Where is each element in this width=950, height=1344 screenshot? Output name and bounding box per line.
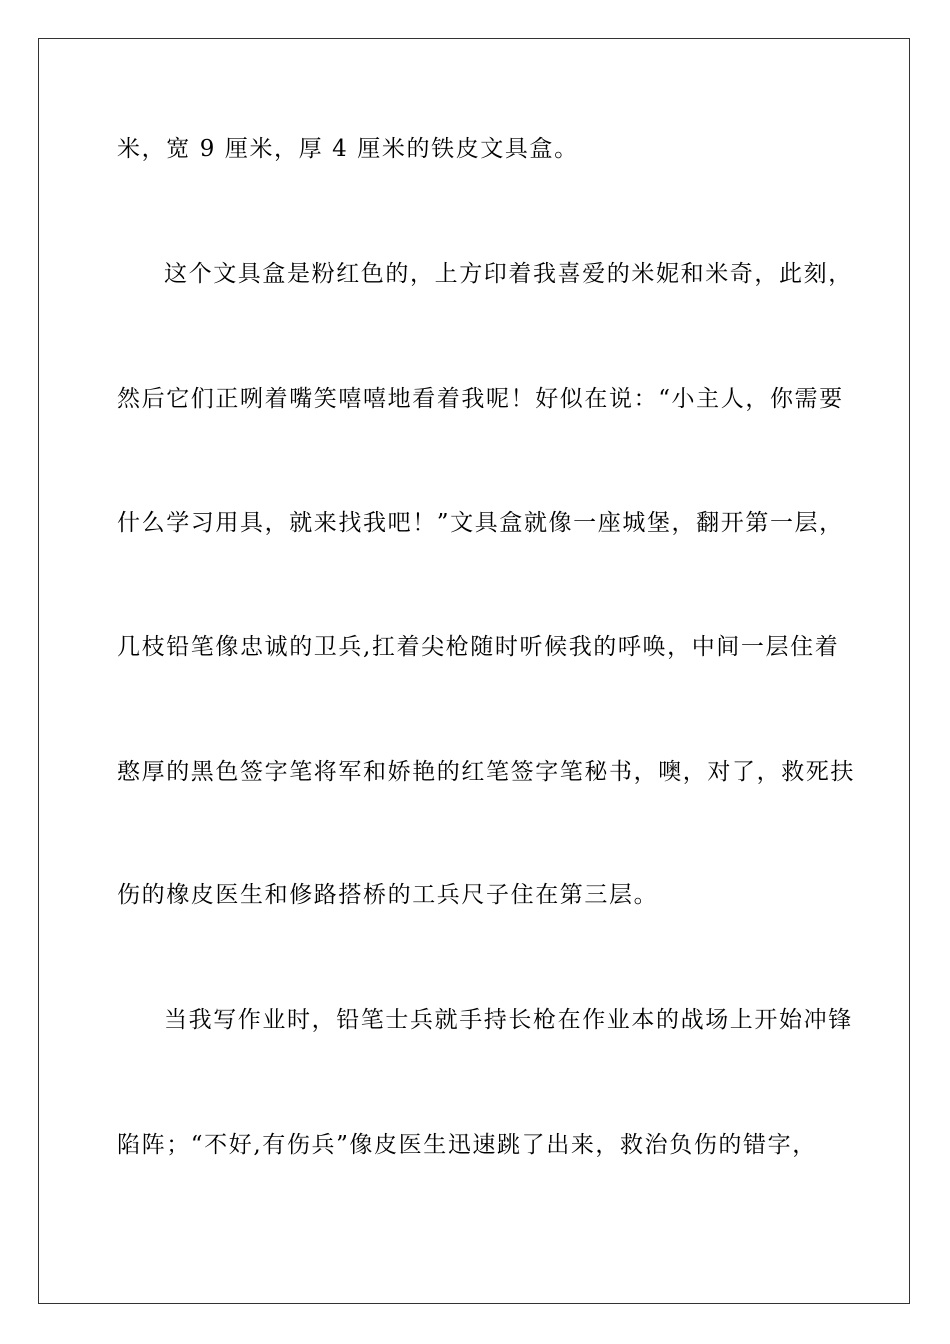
page-border [38,38,910,1304]
paragraph-start-line: 当我写作业时，铅笔士兵就手持长枪在作业本的战场上开始冲锋 [164,1007,853,1033]
text-line: 陷阵；“不好,有伤兵”像皮医生迅速跳了出来，救治负伤的错字， [117,1132,817,1158]
paragraph-start-line: 这个文具盒是粉红色的，上方印着我喜爱的米妮和米奇，此刻， [164,261,853,287]
text-line: 什么学习用具，就来找我吧！”文具盒就像一座城堡，翻开第一层， [117,510,844,536]
text-line: 然后它们正咧着嘴笑嘻嘻地看着我呢！好似在说：“小主人，你需要 [117,386,844,412]
text-line: 憨厚的黑色签字笔将军和娇艳的红笔签字笔秘书，噢，对了，救死扶 [117,759,855,785]
text-line: 几枝铅笔像忠诚的卫兵,扛着尖枪随时听候我的呼唤，中间一层住着 [117,634,840,660]
text-line: 伤的橡皮医生和修路搭桥的工兵尺子住在第三层。 [117,882,659,908]
text-line: 米，宽 9 厘米，厚 4 厘米的铁皮文具盒。 [117,136,579,162]
